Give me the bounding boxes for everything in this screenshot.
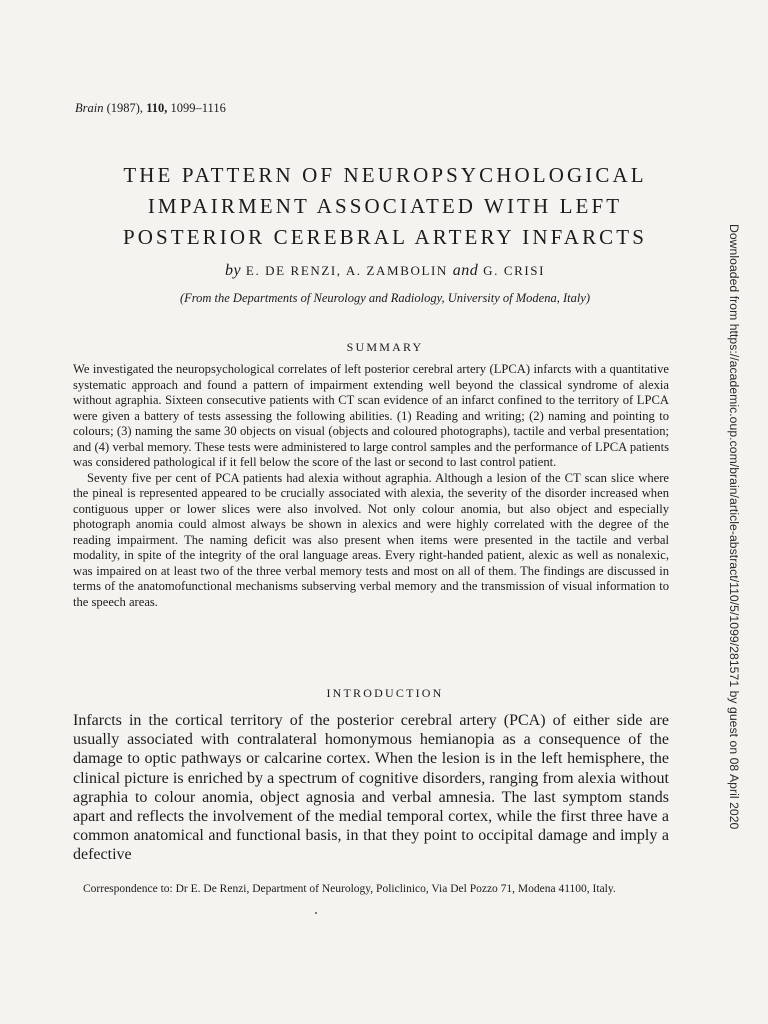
- journal-citation: [75, 101, 226, 116]
- author-name: E. DE RENZI,: [245, 263, 342, 278]
- title-line: POSTERIOR CEREBRAL ARTERY INFARCTS: [122, 225, 647, 249]
- author-line: [60, 262, 710, 280]
- journal-name: Brain: [75, 101, 104, 115]
- summary-heading: SUMMARY: [346, 340, 424, 354]
- by-word: by: [224, 262, 242, 279]
- introduction-body: [73, 711, 669, 865]
- author-name: A. ZAMBOLIN: [345, 263, 448, 278]
- citation-volume: 110,: [146, 101, 168, 115]
- stray-mark: [315, 912, 317, 914]
- citation-pages: 1099–1116: [170, 101, 226, 115]
- article-title: [60, 160, 710, 253]
- download-watermark: Downloaded from https://academic.oup.com/brain/article-abstract/110/5/1099/281571 by guest on 08 April 2020: [727, 224, 741, 830]
- introduction-heading: INTRODUCTION: [326, 686, 444, 700]
- introduction-paragraph: Infarcts in the cortical territory of the posterior cerebral artery (PCA) of either side are usually associated with contralateral homonymous hemianopia as a consequence of the damage to optic pathways or calcarine cortex. When the lesion is in the left hemisphere, the clinical picture is enriched by a spectrum of cognitive disorders, ranging from alexia without agraphia to colour anomia, object agnosia and verbal amnesia. The last symptom stands apart and reflects the involvement of the medial temporal cortex, while the first three have a common anatomical and functional basis, in that they point to occipital damage and imply a defective: [73, 712, 669, 864]
- footnote-text: Correspondence to: Dr E. De Renzi, Department of Neurology, Policlinico, Via Del Pozzo 71, Modena 41100, Italy.: [83, 883, 616, 895]
- summary-paragraph: We investigated the neuropsychological correlates of left posterior cerebral artery (LPCA) infarcts with a quantitative systematic approach and found a pattern of impairment extending well beyond the classical syndrome of alexia without agraphia. Sixteen consecutive patients with CT scan evidence of an infarct confined to the territory of LPCA were given a battery of tests assessing the following abilities. (1) Reading and writing; (2) naming and pointing to colours; (3) naming the same 30 objects on visual (objects and coloured photographs), tactile and verbal presentation; and (4) verbal memory. These tests were administered to large control samples and the performance of LPCA patients was considered pathological if it fell below the score of the last or second to last control patient.: [73, 362, 669, 469]
- citation-year: (1987),: [106, 101, 144, 115]
- affiliation: (From the Departments of Neurology and Radiology, University of Modena, Italy): [179, 291, 591, 305]
- correspondence-footnote: [73, 882, 673, 896]
- summary-body: [73, 362, 669, 610]
- and-word: and: [452, 262, 479, 279]
- summary-paragraph: Seventy five per cent of PCA patients had alexia without agraphia. Although a lesion of the CT scan slice where the pineal is represented appeared to be crucially associated with alexia, the severity of the disorder increased when contiguous upper or lower slices were also involved. Not only colour anomia, but also object and especially photograph anomia could almost always be shown in alexics and were highly correlated with the degree of the reading impairment. The naming deficit was also present when items were presented in the tactile and verbal modality, in spite of the integrity of the oral language areas. Every right-handed patient, alexic as well as nonalexic, was impaired on at least two of the three verbal memory tests and most on all of them. The findings are discussed in terms of the anatomofunctional mechanisms subserving verbal memory and the transmission of visual information to the speech areas.: [73, 470, 669, 609]
- title-line: THE PATTERN OF NEUROPSYCHOLOGICAL: [123, 163, 647, 187]
- author-name: G. CRISI: [483, 263, 546, 278]
- title-line: IMPAIRMENT ASSOCIATED WITH LEFT: [147, 194, 623, 218]
